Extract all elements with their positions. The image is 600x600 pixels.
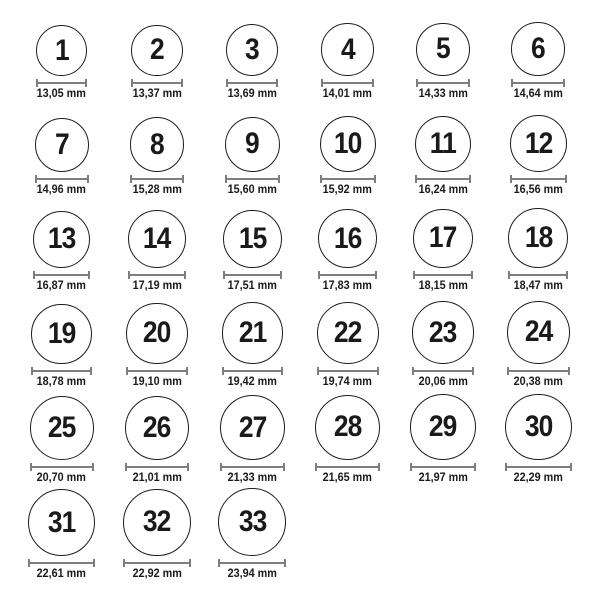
ring-circle (410, 394, 476, 460)
diameter-measure-line (317, 367, 379, 375)
ring-circle (412, 301, 475, 364)
measure-bar (220, 562, 284, 564)
diameter-measure-line (128, 271, 186, 279)
measure-bar (225, 274, 279, 276)
ring-size-number: 9 (245, 127, 260, 161)
diameter-label: 18,47 mm (513, 280, 563, 292)
ring-size-item (491, 296, 586, 392)
ring-size-item (205, 200, 300, 296)
diameter-measure-line (123, 559, 190, 567)
diameter-label: 16,56 mm (513, 184, 563, 196)
diameter-label: 20,38 mm (513, 376, 563, 388)
ring-circle (505, 394, 571, 460)
diameter-label: 20,70 mm (37, 472, 87, 484)
measure-bar (319, 370, 377, 372)
ring-size-item (109, 200, 204, 296)
ring-size-number: 20 (143, 316, 171, 350)
ring-circle (321, 23, 374, 76)
ring-circle (508, 208, 568, 268)
ring-circle (35, 118, 89, 172)
diameter-label: 16,24 mm (418, 184, 468, 196)
ring-size-number: 30 (524, 409, 553, 443)
ring-circle (223, 210, 281, 268)
ring-circle (318, 209, 377, 268)
measure-bar (417, 178, 469, 180)
ring-size-item (14, 200, 109, 296)
diameter-measure-line (416, 79, 469, 87)
ring-size-number: 23 (429, 315, 457, 349)
ring-size-item (14, 104, 109, 200)
measure-bar (125, 562, 188, 564)
ring-circle (220, 395, 285, 460)
ring-size-number: 17 (429, 221, 457, 255)
measure-bar (228, 82, 276, 84)
diameter-label: 18,78 mm (37, 376, 87, 388)
diameter-measure-line (508, 271, 568, 279)
ring-size-item (395, 200, 490, 296)
diameter-label: 14,64 mm (513, 88, 563, 100)
diameter-label: 21,97 mm (418, 472, 468, 484)
ring-circle (31, 304, 92, 365)
ring-size-item (109, 392, 204, 488)
diameter-label: 22,92 mm (132, 568, 182, 580)
ring-size-item (300, 104, 395, 200)
ring-circle (225, 117, 280, 172)
measure-bar (323, 82, 372, 84)
ring-size-item (14, 296, 109, 392)
measure-bar (510, 274, 566, 276)
measure-bar (509, 370, 568, 372)
measure-bar (130, 274, 184, 276)
diameter-label: 15,92 mm (322, 184, 373, 196)
diameter-measure-line (131, 79, 183, 87)
ring-size-item (205, 488, 300, 584)
ring-size-item (109, 296, 204, 392)
measure-bar (35, 274, 88, 276)
ring-size-number: 18 (524, 221, 553, 254)
diameter-measure-line (511, 79, 565, 87)
diameter-measure-line (320, 175, 376, 183)
diameter-label: 21,65 mm (322, 472, 373, 484)
ring-size-number: 31 (47, 505, 76, 539)
ring-size-number: 15 (238, 221, 267, 255)
diameter-measure-line (318, 271, 377, 279)
ring-size-item (205, 392, 300, 488)
diameter-measure-line (410, 463, 476, 471)
diameter-measure-line (413, 271, 473, 279)
ring-circle (320, 116, 376, 172)
diameter-measure-line (33, 271, 90, 279)
measure-bar (37, 178, 87, 180)
diameter-label: 17,83 mm (322, 280, 373, 292)
diameter-measure-line (35, 175, 89, 183)
diameter-label: 13,69 mm (227, 88, 277, 100)
ring-circle (415, 116, 471, 172)
measure-bar (224, 370, 282, 372)
ring-size-item (109, 488, 204, 584)
ring-circle (413, 209, 473, 269)
diameter-label: 19,10 mm (132, 376, 182, 388)
ring-size-number: 26 (143, 410, 171, 444)
ring-size-number: 14 (143, 222, 171, 256)
measure-bar (513, 82, 563, 84)
ring-circle (511, 22, 565, 76)
measure-bar (507, 466, 569, 468)
diameter-measure-line (220, 463, 285, 471)
diameter-label: 15,28 mm (132, 184, 182, 196)
ring-size-number: 16 (333, 221, 362, 255)
ring-size-number: 28 (333, 410, 362, 444)
diameter-measure-line (225, 175, 280, 183)
ring-size-number: 2 (150, 33, 164, 67)
diameter-label: 18,15 mm (418, 280, 468, 292)
ring-size-number: 7 (54, 127, 69, 161)
measure-bar (222, 466, 283, 468)
measure-bar (127, 466, 187, 468)
ring-size-number: 25 (47, 411, 76, 445)
ring-circle (222, 302, 284, 364)
ring-size-item (14, 488, 109, 584)
ring-size-item (395, 8, 490, 104)
ring-size-number: 19 (47, 316, 76, 350)
ring-circle (126, 303, 187, 364)
ring-size-number: 33 (238, 505, 267, 538)
ring-size-item (109, 8, 204, 104)
ring-circle (226, 24, 278, 76)
ring-circle (510, 115, 567, 172)
ring-size-item (205, 104, 300, 200)
ring-circle (317, 302, 379, 364)
measure-bar (30, 562, 93, 564)
diameter-label: 14,33 mm (418, 88, 468, 100)
measure-bar (128, 370, 185, 372)
measure-bar (512, 178, 565, 180)
diameter-measure-line (510, 175, 567, 183)
measure-bar (415, 274, 471, 276)
measure-bar (132, 178, 183, 180)
diameter-label: 21,33 mm (227, 472, 277, 484)
ring-circle (507, 301, 570, 364)
ring-circle (315, 395, 380, 460)
diameter-measure-line (30, 463, 94, 471)
ring-size-number: 4 (340, 32, 355, 66)
measure-bar (322, 178, 374, 180)
diameter-measure-line (130, 175, 185, 183)
ring-circle (36, 25, 87, 76)
ring-size-item (491, 8, 586, 104)
ring-circle (123, 489, 190, 556)
diameter-label: 15,60 mm (227, 184, 277, 196)
ring-size-number: 29 (429, 410, 457, 444)
measure-bar (418, 82, 467, 84)
ring-circle (33, 211, 90, 268)
diameter-measure-line (36, 79, 87, 87)
measure-bar (227, 178, 278, 180)
ring-size-item (491, 392, 586, 488)
measure-bar (38, 82, 85, 84)
diameter-label: 19,74 mm (322, 376, 373, 388)
ring-circle (416, 23, 469, 76)
diameter-label: 13,37 mm (132, 88, 182, 100)
ring-size-number: 32 (143, 505, 171, 539)
ring-size-item (300, 296, 395, 392)
ring-size-number: 27 (238, 410, 267, 444)
ring-size-item (205, 296, 300, 392)
measure-bar (32, 466, 92, 468)
ring-size-number: 8 (150, 127, 164, 161)
ring-circle (128, 210, 186, 268)
ring-size-number: 6 (531, 32, 546, 66)
ring-size-number: 10 (333, 127, 362, 161)
ring-size-item (300, 200, 395, 296)
measure-bar (133, 82, 181, 84)
diameter-measure-line (125, 463, 189, 471)
diameter-measure-line (226, 79, 278, 87)
diameter-measure-line (507, 367, 570, 375)
ring-size-item (14, 8, 109, 104)
measure-bar (414, 370, 473, 372)
ring-size-number: 13 (47, 222, 76, 256)
diameter-label: 22,29 mm (513, 472, 563, 484)
ring-size-item (491, 104, 586, 200)
diameter-measure-line (505, 463, 571, 471)
diameter-label: 14,01 mm (322, 88, 373, 100)
ring-size-item (395, 392, 490, 488)
diameter-measure-line (412, 367, 475, 375)
diameter-label: 21,01 mm (132, 472, 182, 484)
diameter-measure-line (126, 367, 187, 375)
diameter-label: 19,42 mm (227, 376, 277, 388)
diameter-label: 17,19 mm (132, 280, 182, 292)
ring-circle (28, 489, 95, 556)
measure-bar (320, 274, 375, 276)
ring-circle (125, 396, 189, 460)
ring-size-number: 5 (436, 32, 450, 66)
ring-size-number: 24 (524, 315, 553, 349)
ring-size-item (109, 104, 204, 200)
ring-size-number: 3 (245, 32, 260, 66)
ring-size-item (300, 8, 395, 104)
ring-size-number: 12 (524, 126, 553, 160)
diameter-label: 17,51 mm (227, 280, 277, 292)
diameter-measure-line (218, 559, 286, 567)
diameter-label: 13,05 mm (37, 88, 87, 100)
ring-circle (130, 117, 185, 172)
ring-size-number: 22 (333, 315, 362, 349)
ring-size-item (14, 392, 109, 488)
diameter-measure-line (321, 79, 374, 87)
ring-size-number: 21 (238, 316, 267, 350)
ring-size-item (205, 8, 300, 104)
diameter-label: 20,06 mm (418, 376, 468, 388)
ring-circle (30, 396, 94, 460)
ring-size-number: 1 (54, 33, 69, 67)
diameter-measure-line (315, 463, 380, 471)
measure-bar (317, 466, 378, 468)
diameter-measure-line (31, 367, 92, 375)
ring-size-item (395, 296, 490, 392)
ring-circle (131, 25, 183, 77)
diameter-label: 16,87 mm (37, 280, 87, 292)
ring-size-number: 11 (429, 126, 457, 160)
measure-bar (412, 466, 474, 468)
diameter-label: 23,94 mm (227, 568, 277, 580)
ring-circle (218, 488, 286, 556)
diameter-measure-line (223, 271, 281, 279)
ring-size-item (395, 104, 490, 200)
ring-size-item (491, 200, 586, 296)
ring-size-item (300, 392, 395, 488)
diameter-label: 22,61 mm (37, 568, 87, 580)
diameter-label: 14,96 mm (37, 184, 87, 196)
measure-bar (33, 370, 90, 372)
diameter-measure-line (28, 559, 95, 567)
diameter-measure-line (222, 367, 284, 375)
diameter-measure-line (415, 175, 471, 183)
